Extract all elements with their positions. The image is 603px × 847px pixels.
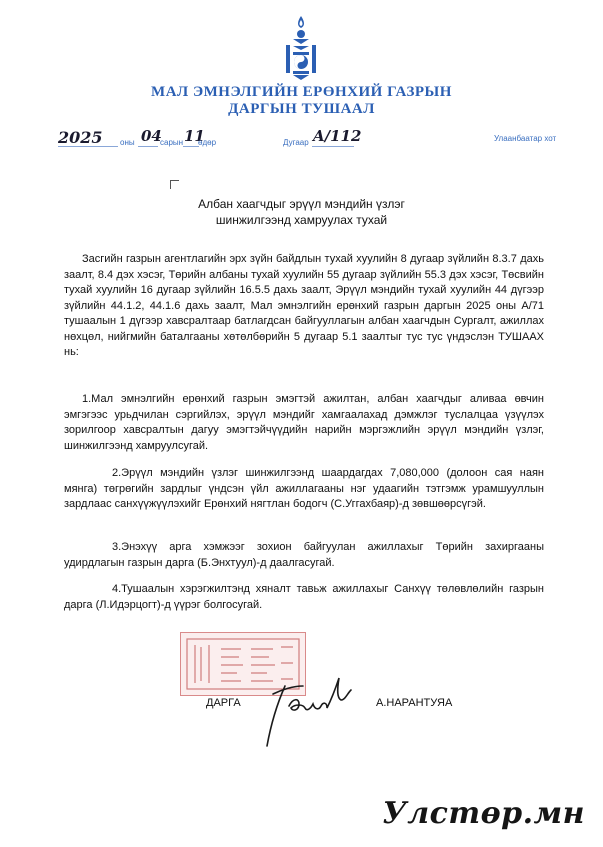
year-label: оны bbox=[120, 138, 135, 147]
day-label: өдөр bbox=[198, 138, 217, 147]
signatory-name: А.НАРАНТУЯА bbox=[376, 697, 453, 709]
month-label: сарын bbox=[160, 138, 184, 147]
title-line-2: шинжилгээнд хамруулах тухай bbox=[215, 213, 388, 227]
date-month: 04 bbox=[141, 127, 162, 145]
document-title bbox=[0, 196, 603, 228]
intro-paragraph: Засгийн газрын агентлагийн эрх зүйн байдлын тухай хуулийн 8 дугаар зүйлийн 8.3.7 дахь заалт, 8.4 дэх хэсэг, Төрийн албаны тухай хуулийн 55 дугаар зүйлийн 55.3 дэх хэсэг, Төсвийн тухай хуулийн 16 дугаар зүйлийн 16.5.5 дахь заалт, Эрүүл мэндийн тухай хуулийн 44 дүгээр зүйлийн 44.1.2, 44.1.6 дахь заалт, Мал эмнэлгийн ерөнхий газрын даргын 2025 оны А/71 тушаалын 1 дүгээр хавсралтаар батлагдсан байгууллагын албан хаагчдын Сургалт, ажиллах нөхцөл, нийгмийн баталгааны хөтөлбөрийн 5 дугаар 5.1 заалтыг тус тус үндэслэн ТУШААХ нь: bbox=[64, 253, 544, 358]
site-watermark: Улстөр.мн bbox=[382, 796, 585, 831]
city-label: Улаанбаатар хот bbox=[494, 134, 557, 143]
document-type: ДАРГЫН ТУШААЛ bbox=[228, 101, 375, 117]
order-item-2: 2.Эрүүл мэндийн үзлэг шинжилгээнд шаардагдах 7,080,000 (долоон сая наян мянга) төгрөгийн зардлыг үндсэн үйл ажиллагааны нэг удаагийн тэтгэмж урамшууллын зардлаас санхүүжүүлэхийг Ерөнхий нягтлан бодогч (С.Уггахбаяр)-д зөвшөөрсүгэй. bbox=[64, 467, 544, 510]
handwritten-signature bbox=[255, 664, 365, 750]
date-day: 11 bbox=[184, 127, 205, 145]
order-item-1: 1.Мал эмнэлгийн ерөнхий газрын эмэгтэй ажилтан, албан хаагчдыг аливаа өвчин эмгэгээс урьдчилан сэргийлэх, эрүүл мэндийг хамгаалахад дэмжлэг туслалцаа үзүүлэх зорилгоор хавсралтын дагуу эмэгтэйчүүдийн нарийн мэргэжлийн эрүүл мэндийн үзлэг, шинжилгээнд хамруулсугай. bbox=[64, 393, 544, 452]
title-corner-mark bbox=[170, 180, 179, 189]
organization-name: МАЛ ЭМНЭЛГИЙН ЕРӨНХИЙ ГАЗРЫН bbox=[151, 84, 452, 100]
title-line-1: Албан хаагчдыг эрүүл мэндийн үзлэг bbox=[198, 197, 405, 211]
document-number: A/112 bbox=[313, 127, 362, 145]
soyombo-emblem-icon bbox=[278, 14, 324, 82]
order-item-3: 3.Энэхүү арга хэмжээг зохион байгуулан ажиллахыг Төрийн захиргааны удирдлагын газрын дарга (Б.Энхтуул)-д даалгасугай. bbox=[64, 541, 544, 569]
date-year: 2025 bbox=[58, 128, 103, 147]
signatory-title: ДАРГА bbox=[206, 697, 241, 709]
number-underline bbox=[312, 146, 354, 147]
order-item-4: 4.Тушаалын хэрэгжилтэнд хяналт тавьж ажиллахыг Санхүү төлөвлөлийн газрын дарга (Л.Идэрцогт)-д үүрэг болгосугай. bbox=[64, 583, 544, 611]
month-underline bbox=[138, 146, 158, 147]
number-label: Дугаар bbox=[283, 138, 309, 147]
day-underline bbox=[183, 146, 199, 147]
